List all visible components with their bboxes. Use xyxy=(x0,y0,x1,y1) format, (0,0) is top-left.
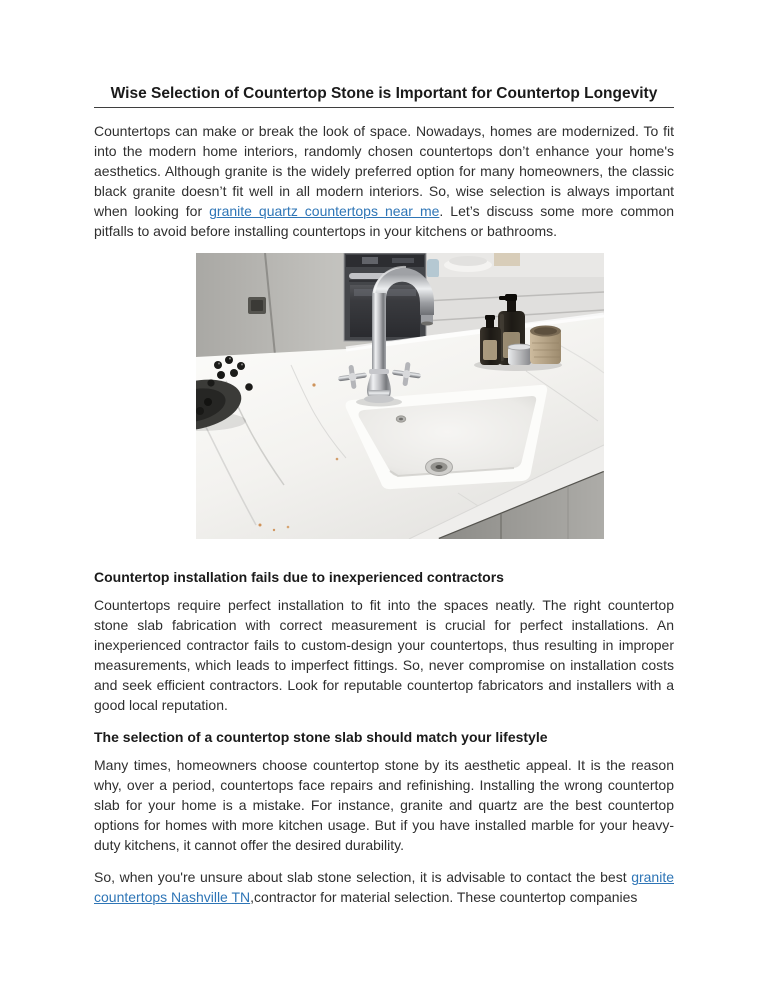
section-heading-lifestyle: The selection of a countertop stone slab should match your lifestyle xyxy=(94,729,548,745)
closing-paragraph xyxy=(94,867,674,907)
lifestyle-paragraph: Many times, homeowners choose countertop stone by its aesthetic appeal. It is the reason why, over a period, countertops face repairs and refinishing. Installing the wrong countertop slab for your home is a mistake. For instance, granite and quartz are the best countertop options for homes with more kitchen usage. But if you have installed marble for your heavy-duty kitchens, it cannot offer the desired durability. xyxy=(94,757,674,853)
intro-text-before: Countertops can make or break the look of space. Nowadays, homes are modernized. To fit into the modern home interiors, randomly chosen countertops don’t enhance your home's aesthetics. Although granite is the widely preferred option for many homeowners, the classic black granite doesn’t fit well in all modern interiors. So, wise selection is always important when looking for xyxy=(94,123,674,219)
intro-text-after: . Let’s discuss some more common pitfalls to avoid before installing countertops in your kitchens or bathrooms. xyxy=(94,203,675,239)
link-granite-countertops-nashville-tn[interactable]: granite countertops Nashville TN xyxy=(94,869,674,905)
kitchen-countertop-photo xyxy=(196,253,604,539)
closing-text-before: So, when you're unsure about slab stone selection, it is advisable to contact the best xyxy=(94,869,632,885)
kitchen-photo-illustration xyxy=(196,253,604,539)
link-granite-quartz-countertops-near-me[interactable]: granite quartz countertops near me xyxy=(209,203,440,219)
closing-text-after: ,contractor for material selection. These countertop companies xyxy=(250,889,638,905)
installation-paragraph: Countertops require perfect installation to fit into the spaces neatly. The right countertop stone slab fabrication with correct measurement is crucial for perfect installations. An inexperienced contractor fails to custom-design your countertops, thus resulting in improper measurements, which leads to imperfect fittings. So, never compromise on installation costs and seek efficient contractors. Look for reputable countertop fabricators and installers with a good local reputation. xyxy=(94,597,674,713)
section-heading-installation: Countertop installation fails due to inexperienced contractors xyxy=(94,569,504,585)
page-title: Wise Selection of Countertop Stone is Important for Countertop Longevity xyxy=(94,84,674,108)
intro-paragraph xyxy=(94,121,674,241)
